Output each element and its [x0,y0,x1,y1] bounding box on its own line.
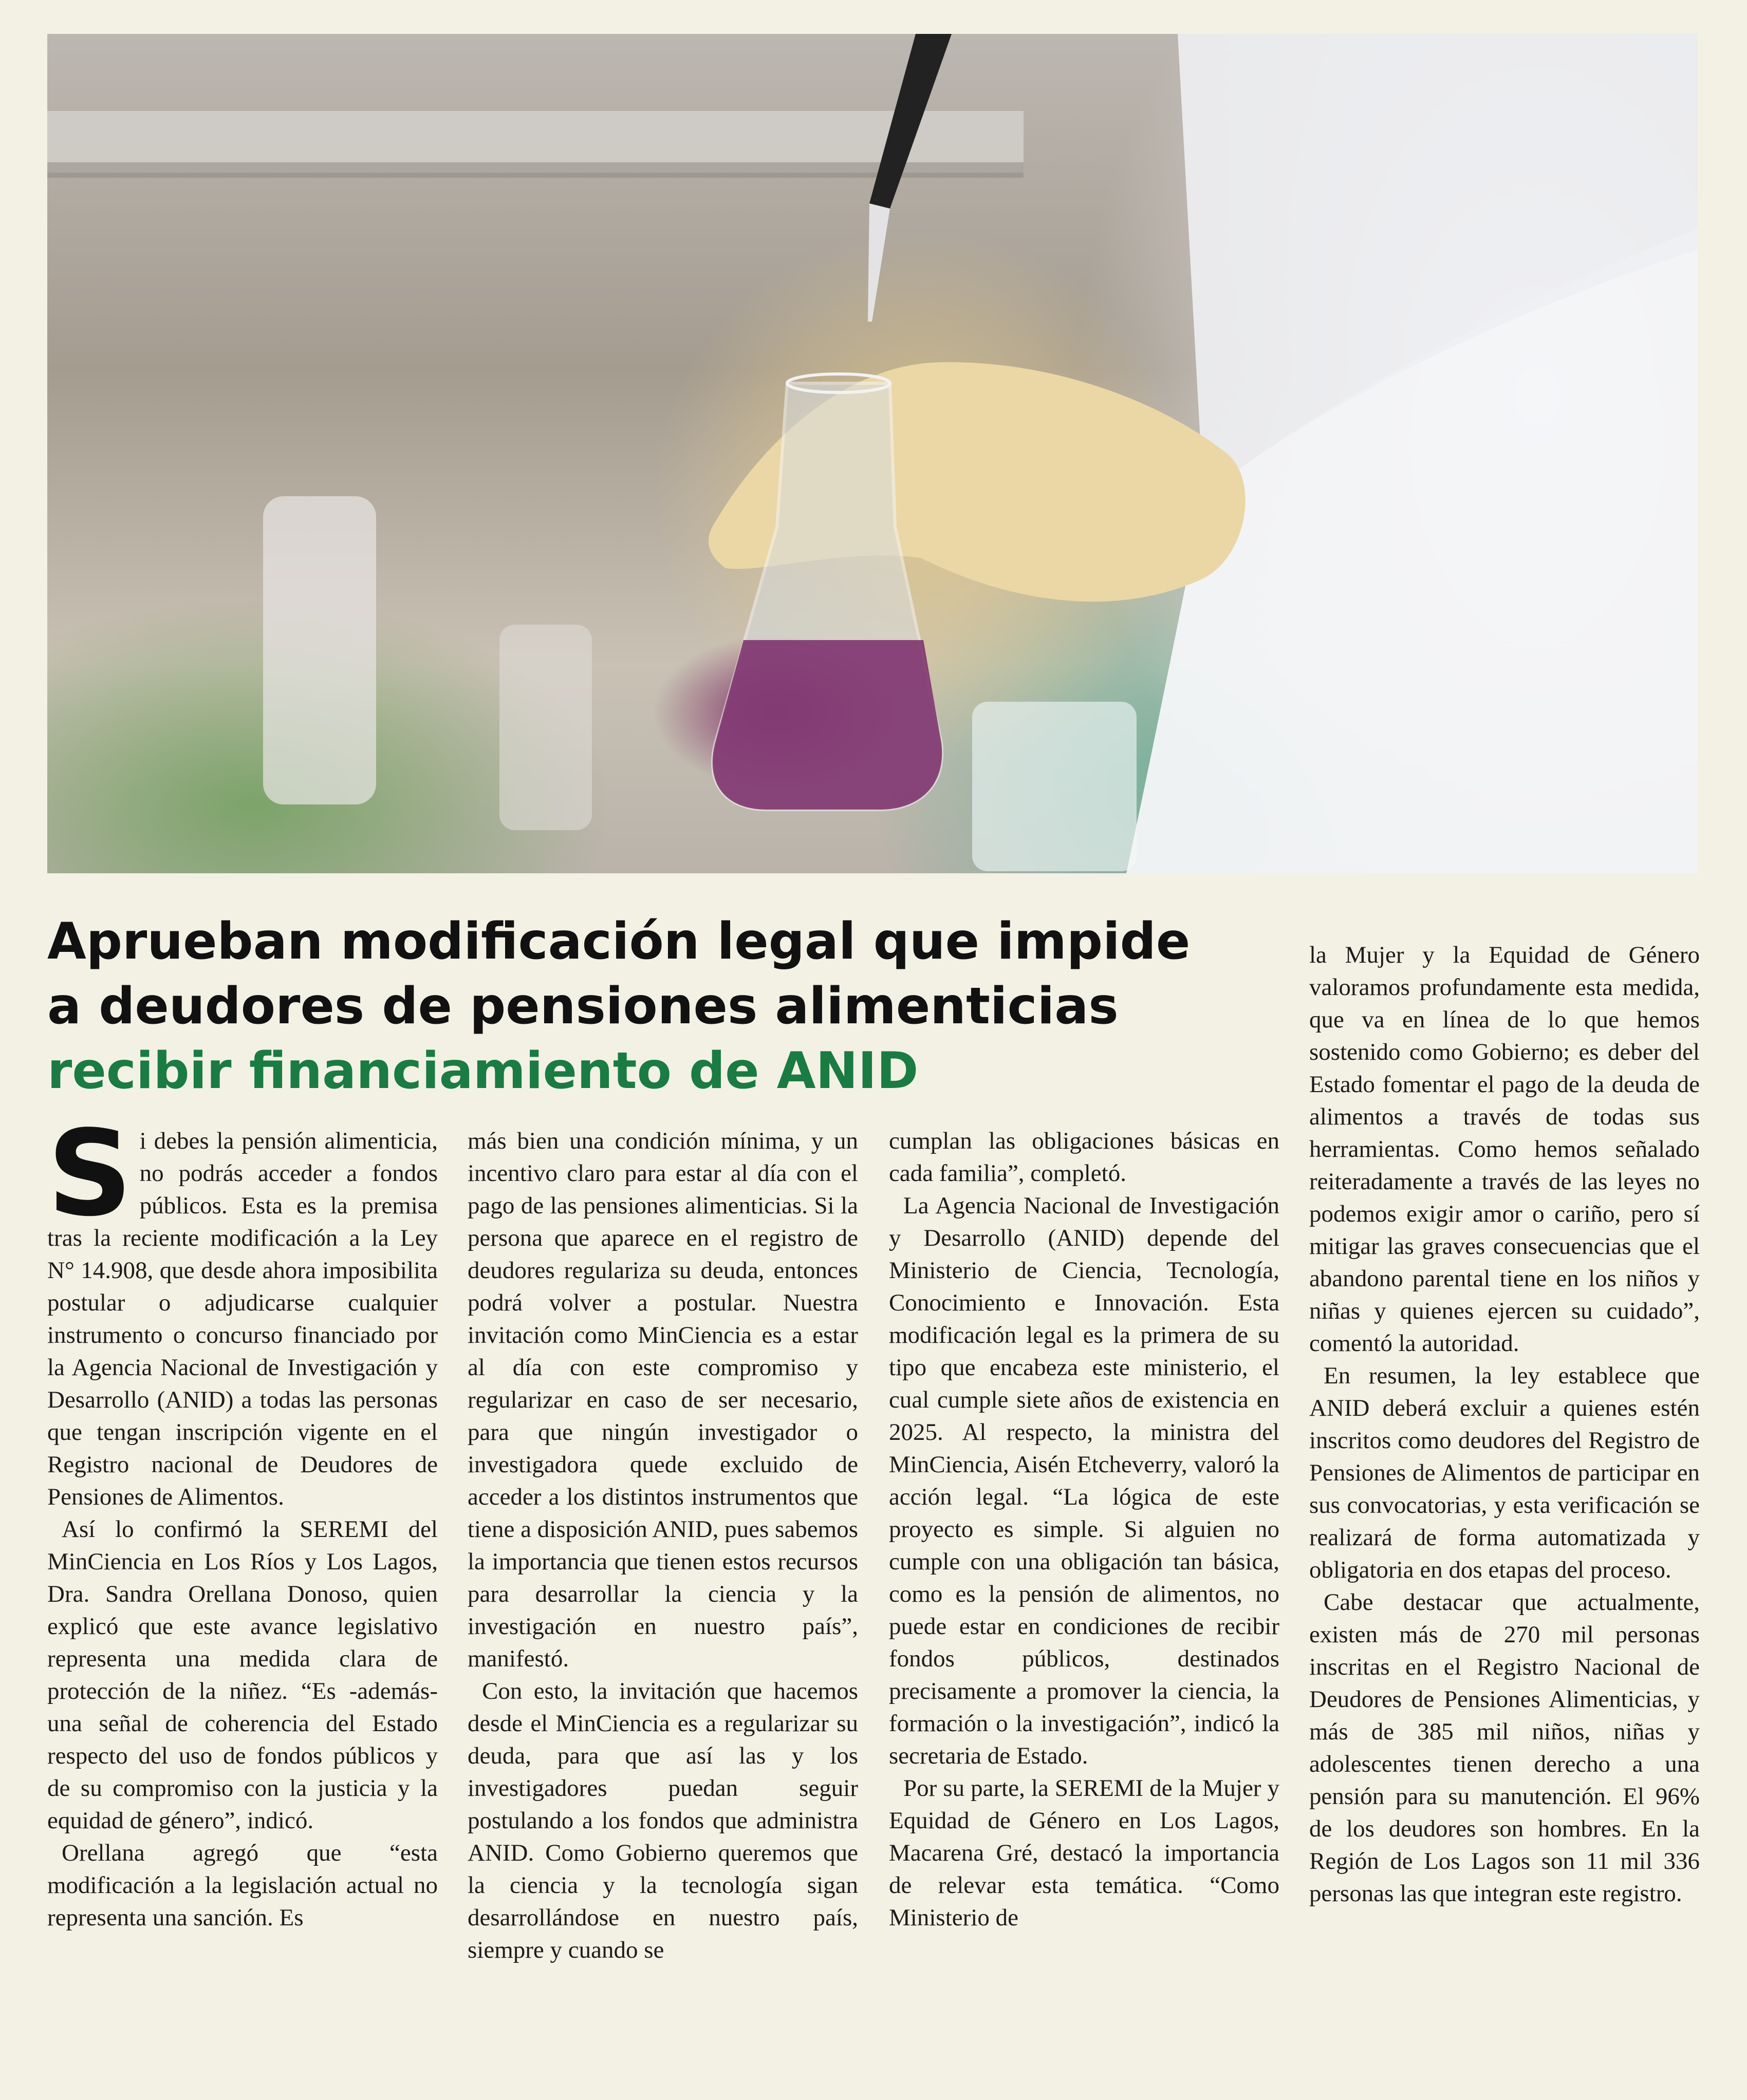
paragraph: la Mujer y la Equidad de Género valoramos profundamente esta medida, que va en línea de lo que hemos sostenido como Gobierno; es deber del Estado fomentar el pago de la deuda de alimentos a través de todas sus herramientas. Como hemos señalado reiteradamente a través de las leyes no podemos exigir amor o cariño, pero sí mitigar las graves consecuencias que el abandono parental tiene en los niños y niñas y quienes ejercen su cuidado”, comentó la autoridad. [1309,942,1700,1357]
article-column-4 [1309,939,1700,1910]
paragraph: La Agencia Nacional de Investigación y Desarrollo (ANID) depende del Ministerio de Ciencia, Tecnología, Conocimiento e Innovación. Esta modificación legal es la primera de su tipo que encabeza este ministerio, el cual cumple siete años de existencia en 2025. Al respecto, la ministra del MinCiencia, Aisén Etcheverry, valoró la acción legal. “La lógica de este proyecto es simple. Si alguien no cumple con una obligación tan básica, como es la pensión de alimentos, no puede estar en condiciones de recibir fondos públicos, destinados precisamente a promover la ciencia, la formación o la investigación”, indicó la secretaria de Estado. [889,1192,1279,1769]
paragraph: Cabe destacar que actualmente, existen más de 270 mil personas inscritas en el Registro Nacional de Deudores de Pensiones Alimenticias, y más de 385 mil niños, niñas y adolescentes tienen derecho a una pensión para su manutención. El 96% de los deudores son hombres. En la Región de Los Lagos son 11 mil 336 personas las que integran este registro. [1309,1589,1700,1907]
paragraph: Por su parte, la SEREMI de la Mujer y Equidad de Género en Los Lagos, Macarena Gré, destacó la importancia de relevar esta temática. “Como Ministerio de [889,1775,1279,1931]
drop-cap: S [47,1105,133,1243]
paragraph: Orellana agregó que “esta modificación a la legislación actual no representa una sanción. Es [47,1840,438,1931]
paragraph: Así lo confirmó la SEREMI del MinCiencia en Los Ríos y Los Lagos, Dra. Sandra Orellana Donoso, quien explicó que este avance legislativo representa una medida clara de protección de la niñez. “Es -además- una señal de coherencia del Estado respecto del uso de fondos públicos y de su compromiso con la justicia y la equidad de género”, indicó. [47,1516,438,1834]
article-column-2 [468,1125,858,1966]
article-column-3 [889,1125,1279,1934]
headline-line-3: recibir financiamiento de ANID [47,1042,919,1100]
paragraph: cumplan las obligaciones básicas en cada familia”, completó. [889,1128,1279,1187]
article-column-1 [47,1105,438,1934]
lab-photo [47,34,1698,873]
headline [47,909,1301,1103]
paragraph: En resumen, la ley establece que ANID deberá excluir a quienes estén inscritos como deudores del Registro de Pensiones de Alimentos de participar en sus convocatorias, y esta verificación se realizará de forma automatizada y obligatoria en dos etapas del proceso. [1309,1362,1700,1583]
paragraph [47,1105,438,1513]
headline-line-1: Aprueban modificación legal que impide [47,912,1191,971]
paragraph: más bien una condición mínima, y un incentivo claro para estar al día con el pago de las pensiones alimenticias. Si la persona que aparece en el registro de deudores regulariza su deuda, entonces podrá volver a postular. Nuestra invitación como MinCiencia es a estar al día con este compromiso y regularizar en caso de ser necesario, para que ningún investigador o investigadora quede excluido de acceder a los distintos instrumentos que tiene a disposición ANID, pues sabemos la importancia que tienen estos recursos para desarrollar la ciencia y la investigación en nuestro país”, manifestó. [468,1128,858,1672]
lab-photo-illustration [47,34,1698,873]
headline-line-2: a deudores de pensiones alimenticias [47,977,1119,1036]
paragraph: Con esto, la invitación que hacemos desde el MinCiencia es a regularizar su deuda, para que así las y los investigadores puedan seguir postulando a los fondos que administra ANID. Como Gobierno queremos que la ciencia y la tecnología sigan desarrollándose en nuestro país, siempre y cuando se [468,1678,858,1963]
paragraph-text: i debes la pensión alimenticia, no podrás acceder a fondos públicos. Esta es la premisa tras la reciente modificación a la Ley N° 14.908, que desde ahora imposibilita postular o adjudicarse cualquier instrumento o concurso financiado por la Agencia Nacional de Investigación y Desarrollo (ANID) a todas las personas que tengan inscripción vigente en el Registro nacional de Deudores de Pensiones de Alimentos. [47,1128,438,1510]
